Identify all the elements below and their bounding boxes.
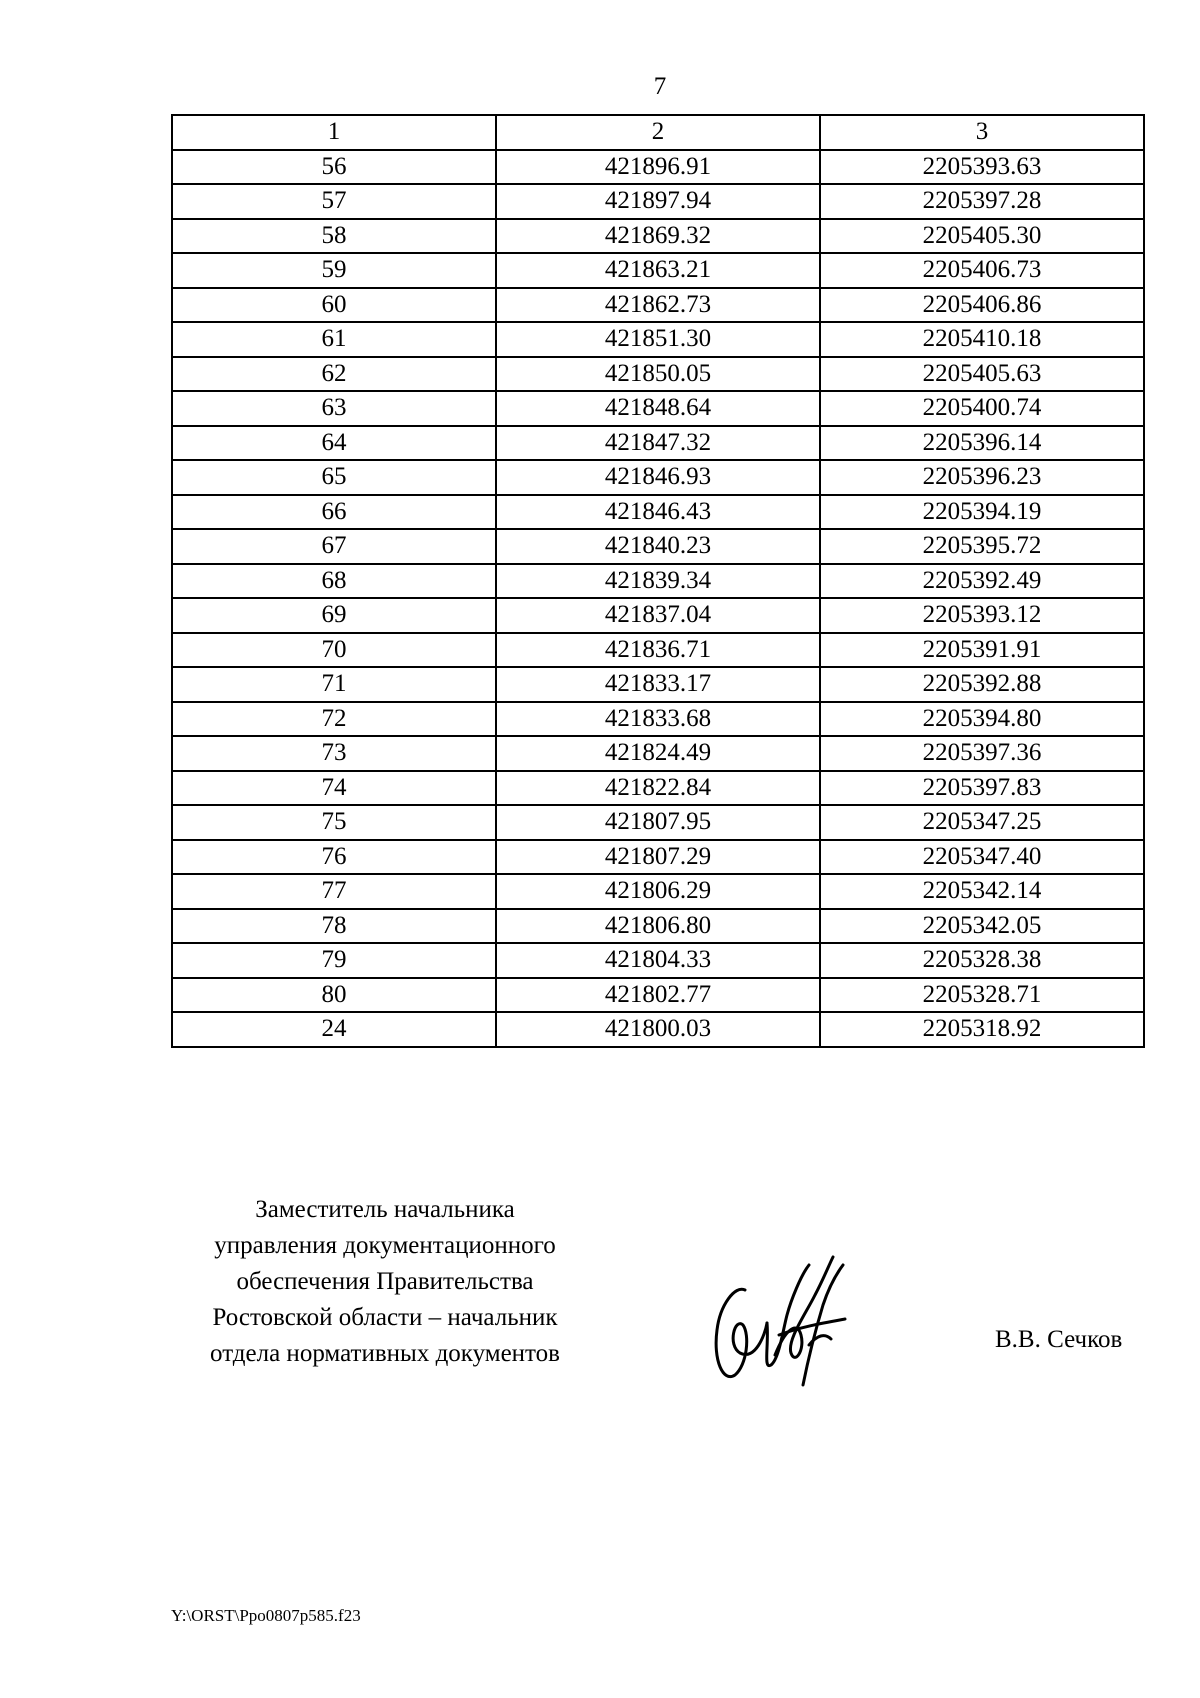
handwritten-signature: [705, 1235, 865, 1395]
page-number: 7: [653, 73, 667, 100]
y-coordinate-cell: 2205400.74: [820, 391, 1144, 426]
point-number-cell: 78: [172, 909, 496, 944]
y-coordinate-cell: 2205397.83: [820, 771, 1144, 806]
table-row: [172, 219, 1144, 254]
table-row: [172, 426, 1144, 461]
table-row: [172, 667, 1144, 702]
signatory-title: [160, 1192, 610, 1372]
signatory-title-line: обеспечения Правительства: [236, 1268, 534, 1295]
y-coordinate-cell: 2205347.40: [820, 840, 1144, 875]
point-number-cell: 63: [172, 391, 496, 426]
table-header-row: [172, 115, 1144, 150]
x-coordinate-cell: 421847.32: [496, 426, 820, 461]
signatory-title-line: Заместитель начальника: [255, 1196, 515, 1223]
table-row: [172, 391, 1144, 426]
point-number-cell: 24: [172, 1012, 496, 1047]
y-coordinate-cell: 2205393.63: [820, 150, 1144, 185]
x-coordinate-cell: 421839.34: [496, 564, 820, 599]
point-number-cell: 67: [172, 529, 496, 564]
y-coordinate-cell: 2205405.30: [820, 219, 1144, 254]
y-coordinate-cell: 2205397.28: [820, 184, 1144, 219]
point-number-cell: 64: [172, 426, 496, 461]
point-number-cell: 75: [172, 805, 496, 840]
x-coordinate-cell: 421869.32: [496, 219, 820, 254]
x-coordinate-cell: 421862.73: [496, 288, 820, 323]
point-number-cell: 68: [172, 564, 496, 599]
point-number-cell: 77: [172, 874, 496, 909]
x-coordinate-cell: 421836.71: [496, 633, 820, 668]
table-row: [172, 184, 1144, 219]
y-coordinate-cell: 2205396.23: [820, 460, 1144, 495]
x-coordinate-cell: 421807.29: [496, 840, 820, 875]
point-number-cell: 60: [172, 288, 496, 323]
point-number-cell: 61: [172, 322, 496, 357]
table-body: [172, 115, 1144, 1047]
table-row: [172, 150, 1144, 185]
point-number-cell: 66: [172, 495, 496, 530]
point-number-cell: 58: [172, 219, 496, 254]
table-row: [172, 322, 1144, 357]
y-coordinate-cell: 2205406.73: [820, 253, 1144, 288]
x-coordinate-cell: 421806.80: [496, 909, 820, 944]
y-coordinate-cell: 2205395.72: [820, 529, 1144, 564]
point-number-cell: 59: [172, 253, 496, 288]
y-coordinate-cell: 2205394.80: [820, 702, 1144, 737]
x-coordinate-cell: 421897.94: [496, 184, 820, 219]
table-row: [172, 840, 1144, 875]
signatory-title-line: управления документационного: [214, 1232, 556, 1259]
x-coordinate-cell: 421863.21: [496, 253, 820, 288]
x-coordinate-cell: 421806.29: [496, 874, 820, 909]
y-coordinate-cell: 2205392.88: [820, 667, 1144, 702]
x-coordinate-cell: 421800.03: [496, 1012, 820, 1047]
point-number-cell: 70: [172, 633, 496, 668]
point-number-cell: 76: [172, 840, 496, 875]
column-header-2: 2: [496, 115, 820, 150]
x-coordinate-cell: 421833.17: [496, 667, 820, 702]
point-number-cell: 71: [172, 667, 496, 702]
y-coordinate-cell: 2205394.19: [820, 495, 1144, 530]
y-coordinate-cell: 2205328.71: [820, 978, 1144, 1013]
table-row: [172, 598, 1144, 633]
table-row: [172, 978, 1144, 1013]
column-header-1: 1: [172, 115, 496, 150]
y-coordinate-cell: 2205391.91: [820, 633, 1144, 668]
x-coordinate-cell: 421848.64: [496, 391, 820, 426]
table-row: [172, 909, 1144, 944]
x-coordinate-cell: 421846.93: [496, 460, 820, 495]
table-row: [172, 495, 1144, 530]
y-coordinate-cell: 2205342.05: [820, 909, 1144, 944]
y-coordinate-cell: 2205393.12: [820, 598, 1144, 633]
table-row: [172, 564, 1144, 599]
table-row: [172, 736, 1144, 771]
y-coordinate-cell: 2205396.14: [820, 426, 1144, 461]
y-coordinate-cell: 2205328.38: [820, 943, 1144, 978]
point-number-cell: 72: [172, 702, 496, 737]
x-coordinate-cell: 421802.77: [496, 978, 820, 1013]
table-row: [172, 702, 1144, 737]
signer-name: В.В. Сечков: [995, 1326, 1123, 1353]
signatory-title-line: отдела нормативных документов: [210, 1340, 560, 1367]
point-number-cell: 62: [172, 357, 496, 392]
y-coordinate-cell: 2205397.36: [820, 736, 1144, 771]
x-coordinate-cell: 421822.84: [496, 771, 820, 806]
table-row: [172, 633, 1144, 668]
y-coordinate-cell: 2205405.63: [820, 357, 1144, 392]
y-coordinate-cell: 2205342.14: [820, 874, 1144, 909]
point-number-cell: 79: [172, 943, 496, 978]
point-number-cell: 69: [172, 598, 496, 633]
point-number-cell: 56: [172, 150, 496, 185]
point-number-cell: 74: [172, 771, 496, 806]
table-row: [172, 460, 1144, 495]
column-header-3: 3: [820, 115, 1144, 150]
y-coordinate-cell: 2205392.49: [820, 564, 1144, 599]
table-row: [172, 805, 1144, 840]
table-row: [172, 874, 1144, 909]
x-coordinate-cell: 421840.23: [496, 529, 820, 564]
x-coordinate-cell: 421807.95: [496, 805, 820, 840]
table-row: [172, 771, 1144, 806]
table-row: [172, 943, 1144, 978]
x-coordinate-cell: 421896.91: [496, 150, 820, 185]
point-number-cell: 65: [172, 460, 496, 495]
point-number-cell: 80: [172, 978, 496, 1013]
x-coordinate-cell: 421824.49: [496, 736, 820, 771]
point-number-cell: 73: [172, 736, 496, 771]
y-coordinate-cell: 2205347.25: [820, 805, 1144, 840]
table-row: [172, 1012, 1144, 1047]
y-coordinate-cell: 2205406.86: [820, 288, 1144, 323]
x-coordinate-cell: 421804.33: [496, 943, 820, 978]
table-row: [172, 529, 1144, 564]
table-row: [172, 357, 1144, 392]
x-coordinate-cell: 421833.68: [496, 702, 820, 737]
x-coordinate-cell: 421837.04: [496, 598, 820, 633]
y-coordinate-cell: 2205318.92: [820, 1012, 1144, 1047]
x-coordinate-cell: 421851.30: [496, 322, 820, 357]
table-row: [172, 253, 1144, 288]
signatory-title-line: Ростовской области – начальник: [212, 1304, 558, 1331]
x-coordinate-cell: 421846.43: [496, 495, 820, 530]
x-coordinate-cell: 421850.05: [496, 357, 820, 392]
coordinates-table: [171, 114, 1145, 1048]
table-row: [172, 288, 1144, 323]
file-path: Y:\ORST\Рро0807р585.f23: [171, 1606, 361, 1625]
y-coordinate-cell: 2205410.18: [820, 322, 1144, 357]
point-number-cell: 57: [172, 184, 496, 219]
